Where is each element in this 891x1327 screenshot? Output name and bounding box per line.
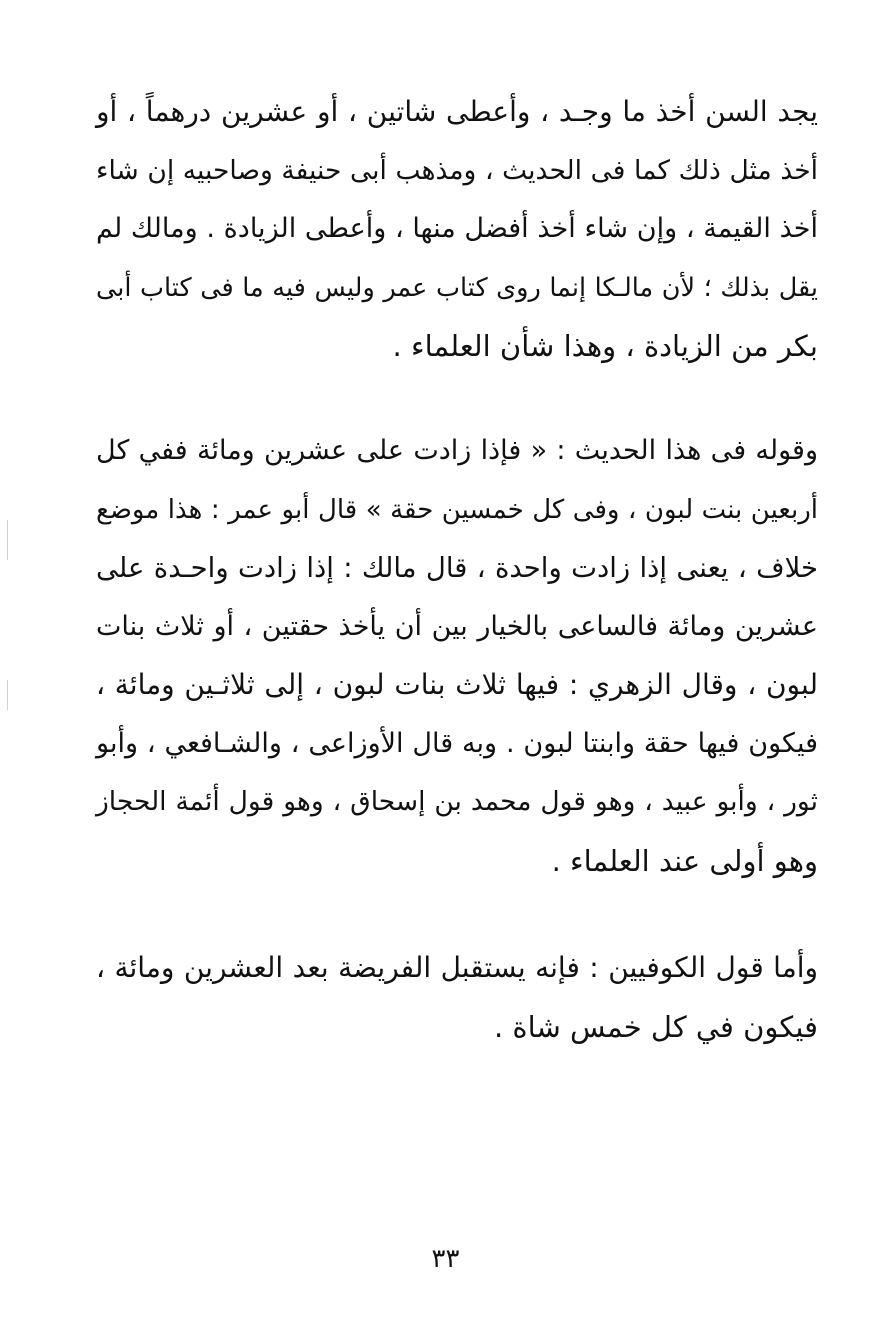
scan-edge-mark bbox=[7, 520, 8, 560]
text-line: فيكون فيها حقة وابنتا لبون . وبه قال الأوزاعى ، والشـافعي ، وأبو bbox=[96, 727, 818, 759]
text-line: أربعين بنت لبون ، وفى كل خمسين حقة » قال أبو عمر : هذا موضع bbox=[96, 494, 818, 525]
text-line: عشرين ومائة فالساعى بالخيار بين أن يأخذ حقتين ، أو ثلاث بنات bbox=[96, 610, 818, 642]
text-line: وقوله فى هذا الحديث : « فإذا زادت على عشرين ومائة ففي كل bbox=[96, 435, 818, 466]
text-line: يجد السن أخذ ما وجـد ، وأعطى شاتين ، أو عشرين درهماً ، أو bbox=[96, 95, 818, 128]
page-number: ٣٣ bbox=[431, 1244, 460, 1274]
text-line: بكر من الزيادة ، وهذا شأن العلماء . bbox=[392, 329, 818, 363]
text-line: أخذ مثل ذلك كما فى الحديث ، ومذهب أبى حنيفة وصاحبيه إن شاء bbox=[96, 154, 818, 186]
text-line: وهو أولى عند العلماء . bbox=[551, 843, 818, 878]
text-line: ثور ، وأبو عبيد ، وهو قول محمد بن إسحاق ، وهو قول أئمة الحجاز bbox=[96, 786, 818, 817]
text-line: وأما قول الكوفيين : فإنه يستقبل الفريضة بعد العشرين ومائة ، bbox=[96, 951, 818, 984]
paragraph-2 bbox=[96, 422, 818, 890]
text-line: لبون ، وقال الزهري : فيها ثلاث بنات لبون ، إلى ثلاثـين ومائة ، bbox=[96, 668, 818, 701]
text-line: خلاف ، يعنى إذا زادت واحدة ، قال مالك : إذا زادت واحـدة على bbox=[96, 552, 818, 584]
text-line: أخذ القيمة ، وإن شاء أخذ أفضل منها ، وأعطى الزيادة . ومالك لم bbox=[96, 213, 818, 244]
text-line: فيكون في كل خمس شاة . bbox=[493, 1009, 818, 1044]
paragraph-3 bbox=[96, 939, 818, 1056]
text-line: يقل بذلك ؛ لأن مالـكا إنما روى كتاب عمر وليس فيه ما فى كتاب أبى bbox=[96, 272, 818, 303]
paragraph-1 bbox=[96, 83, 818, 376]
scan-edge-mark bbox=[7, 680, 8, 710]
